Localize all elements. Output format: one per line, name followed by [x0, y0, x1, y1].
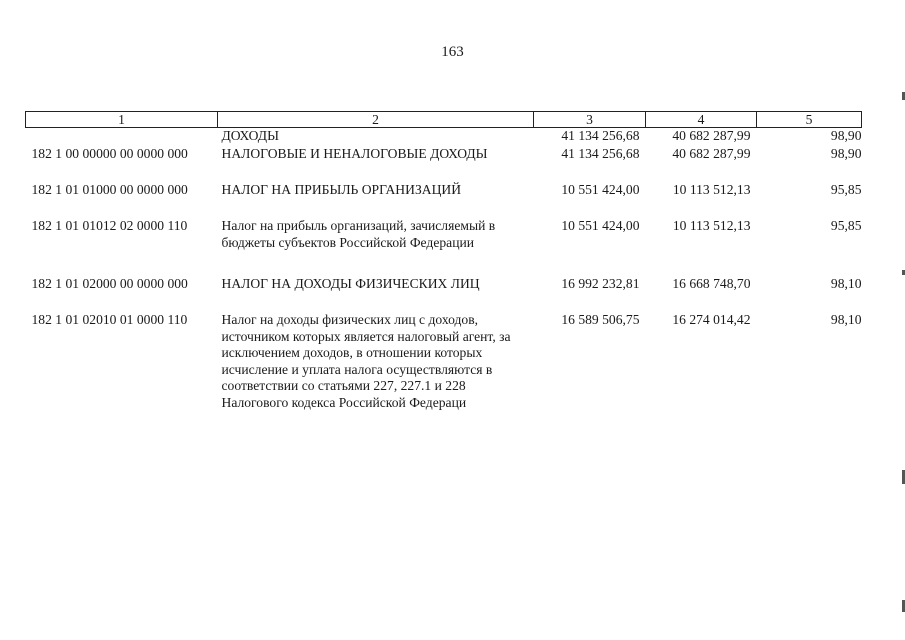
header-col-4: 4: [646, 112, 757, 128]
revenue-name: ДОХОДЫ: [221, 128, 279, 143]
table-row: [26, 312, 862, 442]
revenue-name: Налог на доходы физических лиц с доходов, источником которых является налоговый агент, за исключением доходов, в отношении которых исчисление и уплата налога осуществляются в соответствии со статьями 227, 227.1 и 228 Налогового кодекса Российской Федераци: [221, 312, 511, 410]
budget-code: 182 1 01 02000 00 0000 000: [31, 276, 188, 291]
plan-amount: 10 551 424,00: [561, 218, 640, 233]
execution-percent: 95,85: [830, 218, 862, 233]
header-col-2: 2: [218, 112, 534, 128]
revenue-name: НАЛОГ НА ПРИБЫЛЬ ОРГАНИЗАЦИЙ: [221, 182, 462, 197]
execution-percent: 95,85: [830, 182, 862, 197]
execution-percent: 98,90: [830, 128, 862, 143]
revenue-name: НАЛОГ НА ДОХОДЫ ФИЗИЧЕСКИХ ЛИЦ: [221, 276, 480, 291]
execution-percent: 98,10: [830, 312, 862, 327]
actual-amount: 40 682 287,99: [672, 146, 751, 161]
budget-code: [26, 128, 218, 147]
actual-amount: 16 274 014,42: [672, 312, 751, 327]
actual-amount: 16 668 748,70: [672, 276, 751, 291]
plan-amount: 41 134 256,68: [561, 146, 640, 161]
actual-amount: 40 682 287,99: [672, 128, 751, 143]
budget-code: 182 1 01 01000 00 0000 000: [31, 182, 188, 197]
header-row: [26, 112, 862, 128]
actual-amount: 10 113 512,13: [672, 218, 751, 233]
header-col-1: 1: [26, 112, 218, 128]
plan-amount: 16 992 232,81: [561, 276, 640, 291]
header-col-5: 5: [757, 112, 862, 128]
actual-amount: 10 113 512,13: [672, 182, 751, 197]
revenue-name: Налог на прибыль организаций, зачисляемый в бюджеты субъектов Российской Федерации: [221, 218, 496, 250]
plan-amount: 16 589 506,75: [561, 312, 640, 327]
revenue-name: НАЛОГОВЫЕ И НЕНАЛОГОВЫЕ ДОХОДЫ: [221, 146, 488, 161]
table-body: [26, 128, 862, 443]
page-number: 163: [441, 44, 464, 60]
budget-code: 182 1 01 02010 01 0000 110: [31, 312, 188, 327]
table-row: [26, 128, 862, 147]
table-row: [26, 218, 862, 276]
plan-amount: 41 134 256,68: [561, 128, 640, 143]
table-row: [26, 146, 862, 182]
execution-percent: 98,10: [830, 276, 862, 291]
execution-percent: 98,90: [830, 146, 862, 161]
table-row: [26, 182, 862, 218]
header-col-3: 3: [534, 112, 646, 128]
budget-code: 182 1 00 00000 00 0000 000: [31, 146, 188, 161]
table-row: [26, 276, 862, 312]
budget-code: 182 1 01 01012 02 0000 110: [31, 218, 188, 233]
table-header: [26, 112, 862, 128]
plan-amount: 10 551 424,00: [561, 182, 640, 197]
budget-table: [25, 111, 862, 442]
